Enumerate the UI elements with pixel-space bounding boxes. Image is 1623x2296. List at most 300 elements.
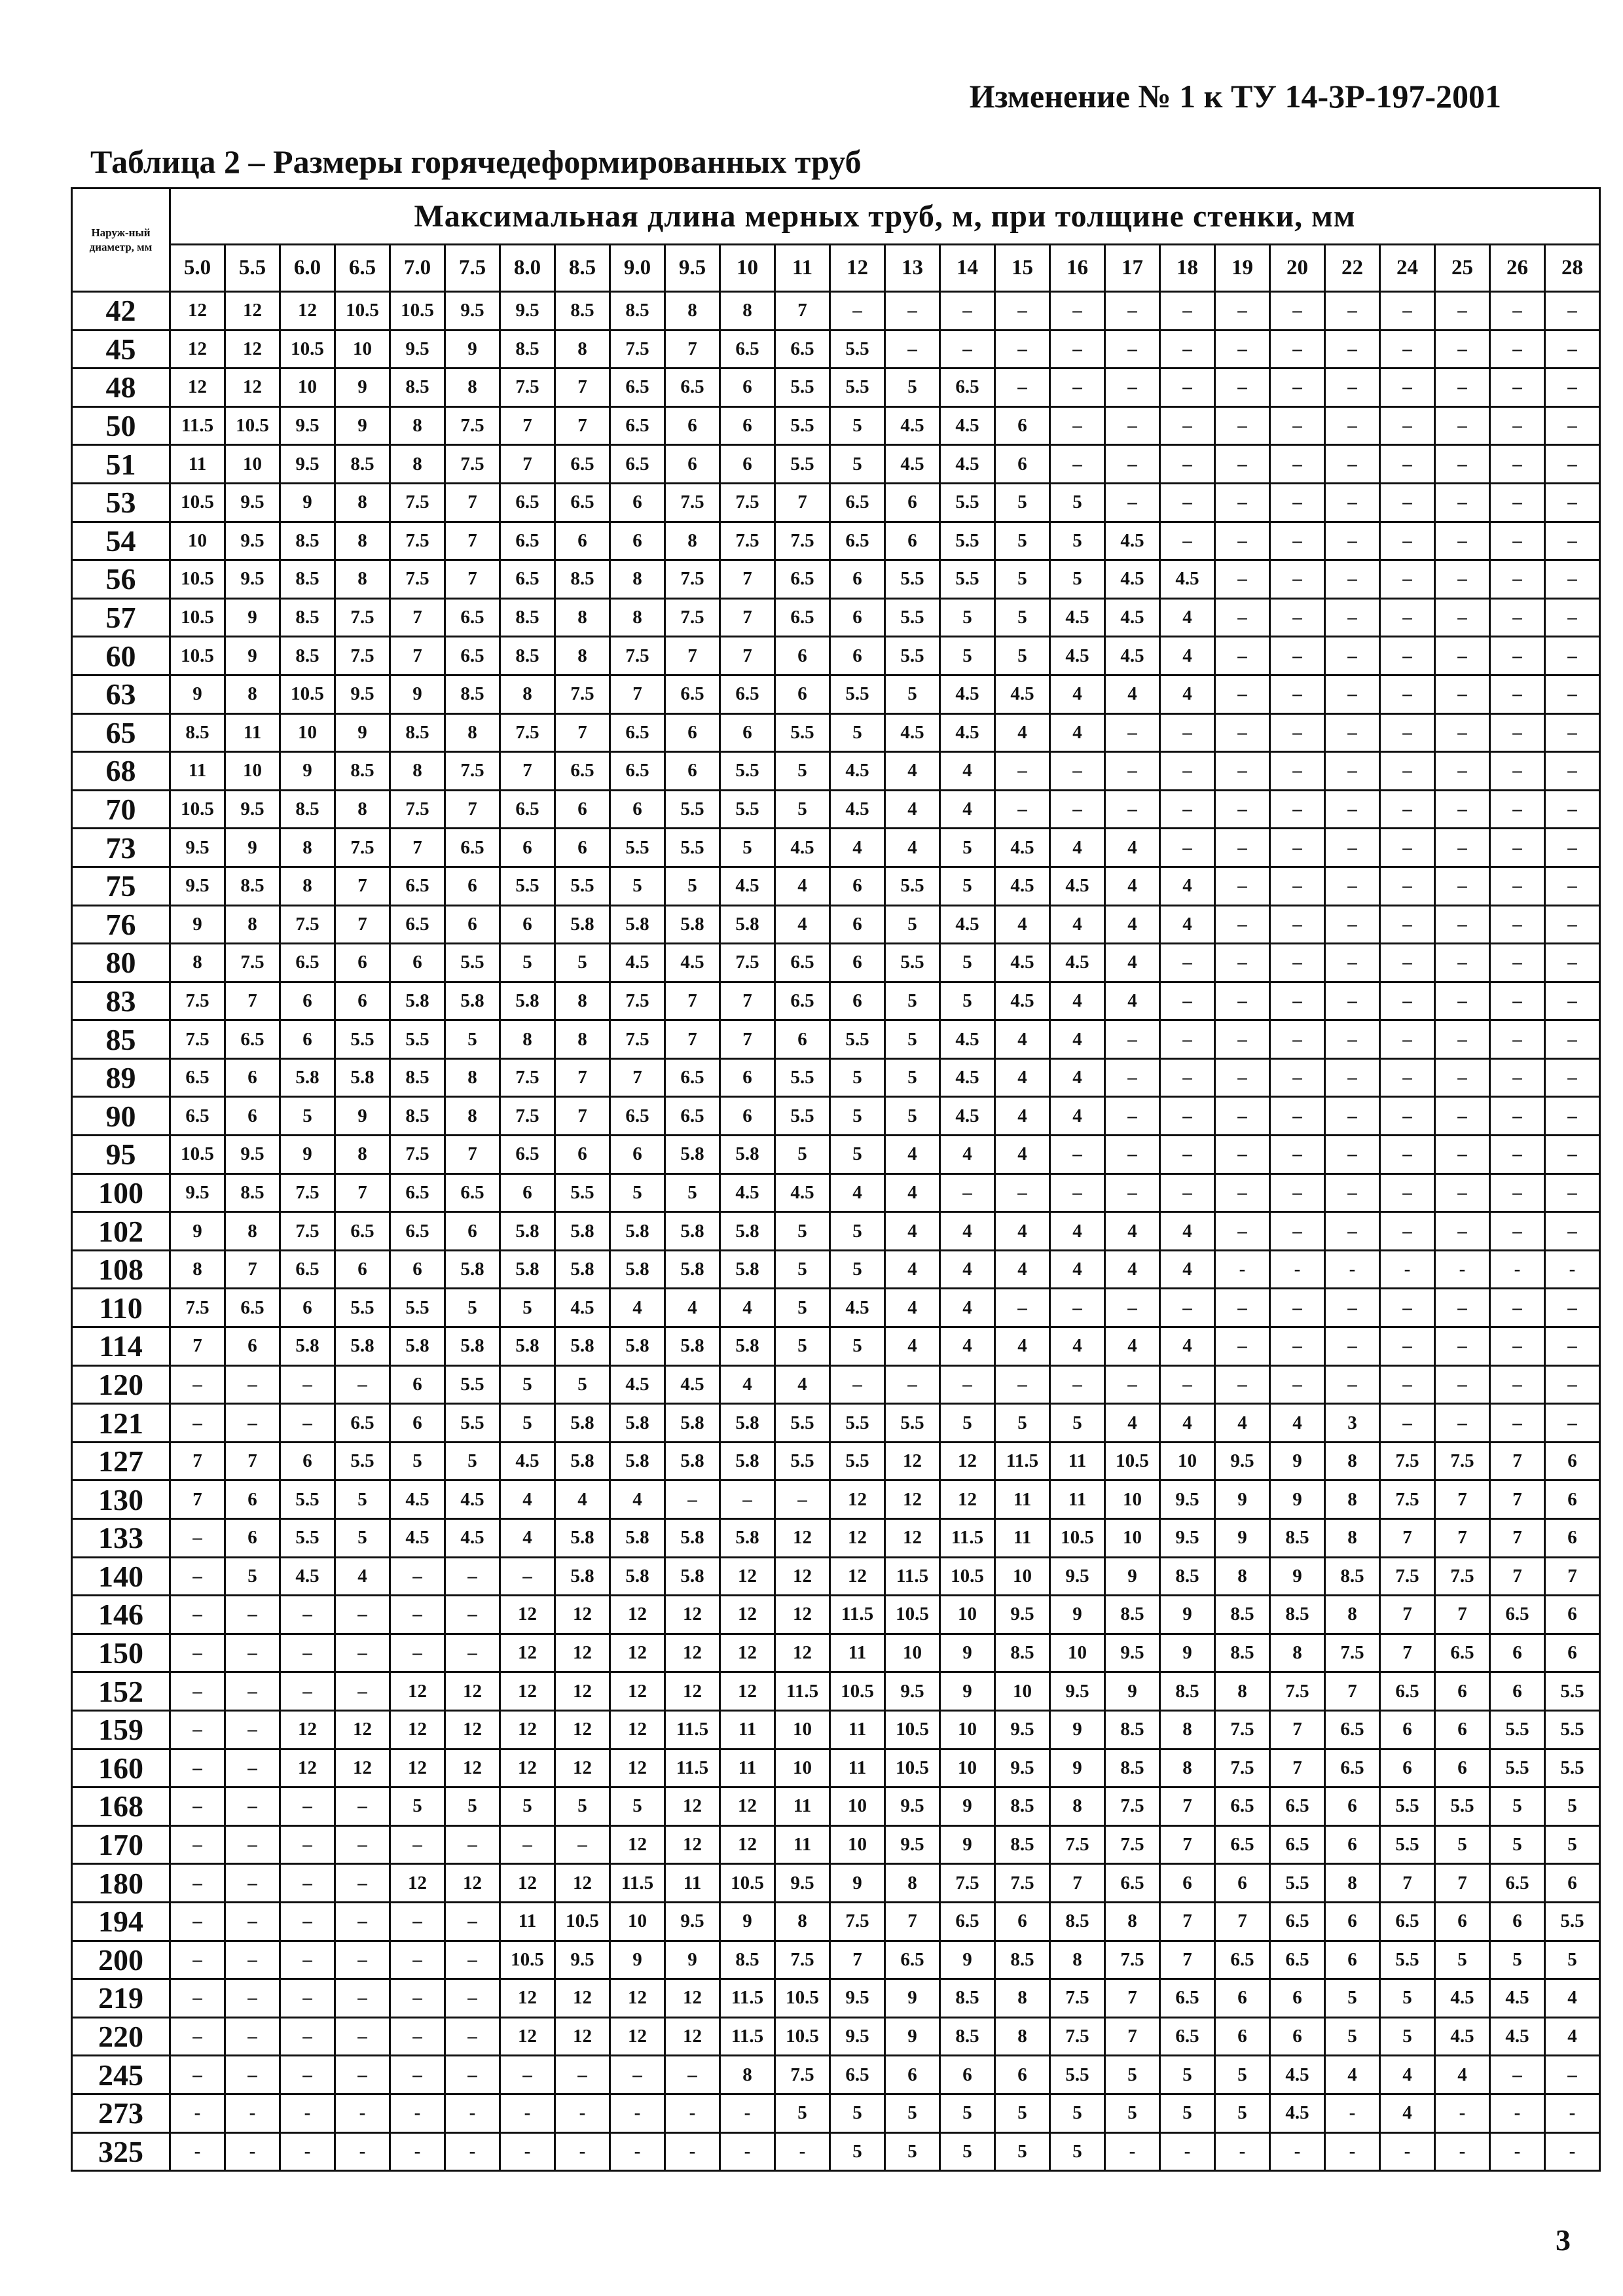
length-cell: – <box>225 1864 280 1903</box>
table-row <box>72 483 1600 522</box>
table-row <box>72 1289 1600 1327</box>
length-cell: – <box>1215 1327 1270 1366</box>
length-cell: 4 <box>1160 1250 1215 1289</box>
length-cell: 5.8 <box>500 1327 555 1366</box>
length-cell: – <box>280 1672 335 1711</box>
length-cell: 8.5 <box>280 560 335 599</box>
length-cell: – <box>1545 867 1600 905</box>
length-cell: – <box>445 1557 500 1596</box>
length-cell: 4 <box>1160 867 1215 905</box>
length-cell: 5 <box>995 598 1050 637</box>
length-cell: 12 <box>445 1710 500 1749</box>
length-cell: 8.5 <box>1050 1902 1105 1941</box>
length-cell: – <box>1325 1136 1380 1174</box>
length-cell: 8 <box>335 560 390 599</box>
length-cell: 6 <box>280 1442 335 1480</box>
length-cell: – <box>1325 330 1380 368</box>
length-cell: 6 <box>1435 1749 1490 1787</box>
length-cell: 8 <box>555 330 610 368</box>
length-cell: – <box>1215 637 1270 675</box>
length-cell: 11 <box>665 1864 720 1903</box>
wall-thickness-group-header: Максимальная длина мерных труб, м, при толщине стенки, мм <box>170 188 1600 245</box>
length-cell: 6.5 <box>1160 1979 1215 2018</box>
length-cell: – <box>1215 752 1270 791</box>
length-cell: 5 <box>610 867 665 905</box>
outer-diameter-cell: 53 <box>72 483 170 522</box>
length-cell: – <box>1050 1136 1105 1174</box>
length-cell: – <box>995 1289 1050 1327</box>
length-cell: 8 <box>445 713 500 752</box>
length-cell: – <box>1490 1404 1545 1443</box>
length-cell: – <box>170 1404 225 1443</box>
length-cell: 5 <box>1380 1979 1435 2018</box>
length-cell: – <box>1325 1289 1380 1327</box>
length-cell: 9 <box>335 713 390 752</box>
length-cell: 7.5 <box>610 330 665 368</box>
length-cell: 5 <box>940 944 995 982</box>
length-cell: – <box>1325 1327 1380 1366</box>
length-cell: 8 <box>555 1020 610 1059</box>
length-cell: – <box>335 1902 390 1941</box>
length-cell: 7.5 <box>1435 1442 1490 1480</box>
length-cell: 8 <box>720 292 775 331</box>
length-cell: 8 <box>280 829 335 867</box>
length-cell: – <box>1545 1327 1600 1366</box>
length-cell: 5 <box>1050 2132 1105 2171</box>
length-cell: 7 <box>445 483 500 522</box>
length-cell: - <box>1435 2132 1490 2171</box>
length-cell: 5.8 <box>665 1327 720 1366</box>
length-cell: 4 <box>1105 1250 1160 1289</box>
length-cell: 10 <box>995 1557 1050 1596</box>
table-row <box>72 1174 1600 1212</box>
length-cell: 7 <box>1435 1864 1490 1903</box>
length-cell: – <box>225 1902 280 1941</box>
length-cell: – <box>1380 944 1435 982</box>
length-cell: 4 <box>720 1365 775 1404</box>
length-cell: 6.5 <box>775 598 830 637</box>
table-row <box>72 637 1600 675</box>
length-cell: – <box>1270 368 1325 407</box>
length-cell: 5 <box>775 2094 830 2132</box>
length-cell: – <box>445 2056 500 2094</box>
length-cell: 6.5 <box>500 483 555 522</box>
length-cell: – <box>1270 1020 1325 1059</box>
outer-diameter-cell: 150 <box>72 1634 170 1672</box>
length-cell: – <box>1215 1365 1270 1404</box>
length-cell: 9.5 <box>225 560 280 599</box>
length-cell: 7.5 <box>170 1289 225 1327</box>
length-cell: – <box>390 2056 445 2094</box>
length-cell: 4 <box>1105 829 1160 867</box>
table-row <box>72 829 1600 867</box>
table-row <box>72 1634 1600 1672</box>
length-cell: 10 <box>885 1634 940 1672</box>
length-cell: 5.5 <box>830 330 885 368</box>
wall-thickness-header: 22 <box>1325 245 1380 292</box>
length-cell: – <box>1490 867 1545 905</box>
length-cell: 7 <box>1490 1519 1545 1558</box>
length-cell: – <box>1215 292 1270 331</box>
length-cell: 5.8 <box>610 1404 665 1443</box>
length-cell: – <box>1270 829 1325 867</box>
length-cell: 5 <box>1160 2056 1215 2094</box>
table-row <box>72 982 1600 1020</box>
length-cell: 7 <box>720 1020 775 1059</box>
length-cell: 4.5 <box>720 867 775 905</box>
length-cell: 5 <box>885 2132 940 2171</box>
length-cell: 4 <box>1050 1250 1105 1289</box>
length-cell: 5.5 <box>940 522 995 560</box>
length-cell: 7 <box>665 1020 720 1059</box>
length-cell: 7.5 <box>1325 1634 1380 1672</box>
length-cell: – <box>1270 330 1325 368</box>
length-cell: 5.8 <box>280 1058 335 1097</box>
wall-thickness-header: 13 <box>885 245 940 292</box>
length-cell: – <box>225 1634 280 1672</box>
length-cell: 7.5 <box>1380 1442 1435 1480</box>
length-cell: – <box>1435 1404 1490 1443</box>
length-cell: – <box>1380 1327 1435 1366</box>
length-cell: 9.5 <box>225 790 280 829</box>
length-cell: 7.5 <box>720 944 775 982</box>
length-cell: 9 <box>335 368 390 407</box>
length-cell: – <box>775 1480 830 1519</box>
table-row <box>72 1020 1600 1059</box>
length-cell: 4 <box>1160 1212 1215 1251</box>
length-cell: 7.5 <box>995 1864 1050 1903</box>
length-cell: 5.5 <box>885 1404 940 1443</box>
length-cell: 5.5 <box>1490 1710 1545 1749</box>
length-cell: 8 <box>1270 1634 1325 1672</box>
outer-diameter-cell: 180 <box>72 1864 170 1903</box>
length-cell: 5.5 <box>940 483 995 522</box>
length-cell: – <box>1435 790 1490 829</box>
length-cell: 5 <box>830 2132 885 2171</box>
length-cell: 9 <box>335 1097 390 1136</box>
length-cell: 5 <box>995 522 1050 560</box>
wall-thickness-header: 14 <box>940 245 995 292</box>
length-cell: 4.5 <box>1105 598 1160 637</box>
length-cell: 4 <box>995 1250 1050 1289</box>
length-cell: - <box>1490 2132 1545 2171</box>
table-row <box>72 1979 1600 2018</box>
length-cell: 7 <box>555 1097 610 1136</box>
length-cell: – <box>1435 1020 1490 1059</box>
length-cell: 5.8 <box>445 1327 500 1366</box>
length-cell: - <box>1105 2132 1160 2171</box>
length-cell: 8.5 <box>225 1174 280 1212</box>
length-cell: 12 <box>885 1519 940 1558</box>
length-cell: - <box>335 2132 390 2171</box>
length-cell: 4 <box>1105 1327 1160 1366</box>
length-cell: – <box>1545 406 1600 445</box>
length-cell: – <box>225 1596 280 1634</box>
length-cell: 6 <box>1435 1710 1490 1749</box>
length-cell: – <box>1105 1365 1160 1404</box>
length-cell: 4.5 <box>1105 560 1160 599</box>
length-cell: 8 <box>445 1097 500 1136</box>
length-cell: 5 <box>390 1442 445 1480</box>
length-cell: 5 <box>335 1519 390 1558</box>
length-cell: – <box>1435 637 1490 675</box>
length-cell: 4 <box>555 1480 610 1519</box>
length-cell: – <box>555 1825 610 1864</box>
length-cell: 4 <box>1160 637 1215 675</box>
length-cell: 7 <box>390 829 445 867</box>
length-cell: 5 <box>390 1787 445 1826</box>
length-cell: 7 <box>1380 1864 1435 1903</box>
length-cell: 5 <box>830 1212 885 1251</box>
length-cell: – <box>1490 406 1545 445</box>
length-cell: 5 <box>1215 2094 1270 2132</box>
length-cell: 5.5 <box>665 829 720 867</box>
length-cell: 5 <box>830 1097 885 1136</box>
length-cell: 12 <box>885 1442 940 1480</box>
length-cell: – <box>1160 1174 1215 1212</box>
length-cell: 11 <box>500 1902 555 1941</box>
length-cell: 5 <box>995 560 1050 599</box>
length-cell: – <box>1545 905 1600 944</box>
length-cell: 9 <box>170 675 225 713</box>
length-cell: – <box>1435 368 1490 407</box>
length-cell: 6.5 <box>170 1058 225 1097</box>
length-cell: 4.5 <box>720 1174 775 1212</box>
length-cell: 8.5 <box>390 1097 445 1136</box>
wall-thickness-header: 26 <box>1490 245 1545 292</box>
length-cell: – <box>1490 445 1545 484</box>
length-cell: – <box>225 2056 280 2094</box>
length-cell: - <box>1160 2132 1215 2171</box>
length-cell: – <box>720 1480 775 1519</box>
length-cell: 6 <box>1545 1596 1600 1634</box>
length-cell: – <box>1050 790 1105 829</box>
length-cell: 7 <box>170 1327 225 1366</box>
wall-thickness-header: 25 <box>1435 245 1490 292</box>
pipe-length-table <box>71 187 1601 2172</box>
length-cell: – <box>1215 867 1270 905</box>
length-cell: – <box>885 330 940 368</box>
length-cell: 8 <box>665 522 720 560</box>
length-cell: 7 <box>1380 1596 1435 1634</box>
length-cell: 7 <box>335 905 390 944</box>
length-cell: – <box>170 1634 225 1672</box>
length-cell: 7.5 <box>1105 1825 1160 1864</box>
length-cell: 7.5 <box>280 905 335 944</box>
length-cell: 8 <box>555 598 610 637</box>
length-cell: – <box>1325 368 1380 407</box>
length-cell: – <box>390 1941 445 1979</box>
length-cell: 9 <box>1160 1634 1215 1672</box>
length-cell: – <box>335 1672 390 1711</box>
length-cell: – <box>1380 560 1435 599</box>
length-cell: 7 <box>720 598 775 637</box>
length-cell: 4 <box>1050 1327 1105 1366</box>
length-cell: – <box>1490 2056 1545 2094</box>
table-container <box>71 187 1603 2229</box>
length-cell: 4 <box>940 1136 995 1174</box>
length-cell: 8 <box>1215 1672 1270 1711</box>
outer-diameter-cell: 89 <box>72 1058 170 1097</box>
length-cell: 10.5 <box>225 406 280 445</box>
length-cell: 7 <box>500 752 555 791</box>
length-cell: 5.8 <box>445 982 500 1020</box>
length-cell: 5.8 <box>610 905 665 944</box>
length-cell: 10 <box>1160 1442 1215 1480</box>
length-cell: 7.5 <box>1215 1710 1270 1749</box>
length-cell: 7 <box>1490 1480 1545 1519</box>
outer-diameter-cell: 152 <box>72 1672 170 1711</box>
length-cell: 5 <box>775 752 830 791</box>
length-cell: – <box>1160 330 1215 368</box>
length-cell: 5 <box>1105 2094 1160 2132</box>
length-cell: 5 <box>1050 2094 1105 2132</box>
length-cell: 12 <box>500 1672 555 1711</box>
length-cell: 4 <box>610 1480 665 1519</box>
length-cell: 4.5 <box>885 713 940 752</box>
length-cell: – <box>1105 445 1160 484</box>
length-cell: 7 <box>1545 1557 1600 1596</box>
length-cell: 5.8 <box>665 1404 720 1443</box>
length-cell: 8.5 <box>555 560 610 599</box>
length-cell: 5 <box>885 675 940 713</box>
length-cell: 4 <box>1325 2056 1380 2094</box>
length-cell: – <box>1160 522 1215 560</box>
length-cell: 4 <box>1050 829 1105 867</box>
length-cell: – <box>1215 445 1270 484</box>
length-cell: – <box>1215 560 1270 599</box>
length-cell: 5 <box>1545 1825 1600 1864</box>
wall-thickness-header: 8.0 <box>500 245 555 292</box>
length-cell: 5 <box>995 483 1050 522</box>
length-cell: – <box>1215 1097 1270 1136</box>
length-cell: 5.5 <box>830 1442 885 1480</box>
wall-thickness-header: 18 <box>1160 245 1215 292</box>
length-cell: 8.5 <box>1105 1749 1160 1787</box>
length-cell: – <box>1215 675 1270 713</box>
length-cell: - <box>1545 2132 1600 2171</box>
length-cell: – <box>225 1404 280 1443</box>
length-cell: 4 <box>500 1519 555 1558</box>
length-cell: 12 <box>885 1480 940 1519</box>
length-cell: 6.5 <box>720 675 775 713</box>
length-cell: - <box>500 2094 555 2132</box>
length-cell: 4.5 <box>665 944 720 982</box>
length-cell: 5.5 <box>775 1097 830 1136</box>
length-cell: 12 <box>555 1710 610 1749</box>
length-cell: – <box>1160 368 1215 407</box>
length-cell: 6 <box>1545 1519 1600 1558</box>
length-cell: 11.5 <box>885 1557 940 1596</box>
table-row <box>72 1136 1600 1174</box>
length-cell: – <box>1435 330 1490 368</box>
length-cell: – <box>1270 1327 1325 1366</box>
length-cell: 5.5 <box>390 1289 445 1327</box>
length-cell: 6 <box>775 637 830 675</box>
table-row <box>72 1058 1600 1097</box>
length-cell: 5 <box>830 2094 885 2132</box>
length-cell: 9.5 <box>1215 1442 1270 1480</box>
length-cell: 9.5 <box>170 867 225 905</box>
length-cell: 11.5 <box>940 1519 995 1558</box>
length-cell: 5.5 <box>610 829 665 867</box>
outer-diameter-header: Наруж-ный диаметр, мм <box>72 188 170 292</box>
length-cell: – <box>1435 1136 1490 1174</box>
table-row <box>72 1212 1600 1251</box>
length-cell: – <box>1105 406 1160 445</box>
length-cell: 5.8 <box>720 1519 775 1558</box>
length-cell: 12 <box>335 1710 390 1749</box>
length-cell: 6 <box>940 2056 995 2094</box>
length-cell: 6.5 <box>445 598 500 637</box>
wall-thickness-header: 10 <box>720 245 775 292</box>
length-cell: 6 <box>1270 2017 1325 2056</box>
length-cell: – <box>280 1864 335 1903</box>
length-cell: 6.5 <box>1325 1710 1380 1749</box>
length-cell: 7.5 <box>390 560 445 599</box>
length-cell: 8.5 <box>335 752 390 791</box>
length-cell: 6 <box>665 752 720 791</box>
length-cell: 12 <box>940 1442 995 1480</box>
length-cell: 6.5 <box>665 1097 720 1136</box>
length-cell: 5.5 <box>500 867 555 905</box>
table-row <box>72 1442 1600 1480</box>
length-cell: 12 <box>555 1596 610 1634</box>
length-cell: – <box>1380 1058 1435 1097</box>
length-cell: 12 <box>610 1634 665 1672</box>
length-cell: 9.5 <box>830 2017 885 2056</box>
length-cell: – <box>1490 1327 1545 1366</box>
length-cell: 7.5 <box>610 637 665 675</box>
length-cell: 9 <box>610 1941 665 1979</box>
length-cell: 6.5 <box>390 1212 445 1251</box>
outer-diameter-cell: 170 <box>72 1825 170 1864</box>
length-cell: 4.5 <box>1490 1979 1545 2018</box>
length-cell: 6.5 <box>555 752 610 791</box>
length-cell: – <box>995 1174 1050 1212</box>
length-cell: – <box>1215 1212 1270 1251</box>
length-cell: 6.5 <box>280 1250 335 1289</box>
length-cell: 7 <box>885 1902 940 1941</box>
length-cell: 5 <box>775 1136 830 1174</box>
length-cell: 6.5 <box>1270 1825 1325 1864</box>
table-caption: Таблица 2 – Размеры горячедеформированных труб <box>90 143 862 180</box>
length-cell: – <box>500 1825 555 1864</box>
length-cell: – <box>1215 406 1270 445</box>
length-cell: – <box>1545 982 1600 1020</box>
length-cell: – <box>390 1902 445 1941</box>
length-cell: 7 <box>555 368 610 407</box>
length-cell: 12 <box>225 368 280 407</box>
length-cell: 6.5 <box>445 637 500 675</box>
length-cell: 7 <box>555 406 610 445</box>
table-row <box>72 1480 1600 1519</box>
wall-thickness-header: 24 <box>1380 245 1435 292</box>
length-cell: 5 <box>775 1250 830 1289</box>
length-cell: 4 <box>1215 1404 1270 1443</box>
length-cell: - <box>170 2094 225 2132</box>
length-cell: – <box>280 1902 335 1941</box>
length-cell: – <box>1215 522 1270 560</box>
length-cell: – <box>1325 944 1380 982</box>
length-cell: 8.5 <box>995 1787 1050 1826</box>
length-cell: 7 <box>1050 1864 1105 1903</box>
length-cell: 5.8 <box>555 905 610 944</box>
length-cell: – <box>390 1557 445 1596</box>
length-cell: 5 <box>445 1289 500 1327</box>
length-cell: – <box>1545 445 1600 484</box>
length-cell: 5 <box>775 790 830 829</box>
